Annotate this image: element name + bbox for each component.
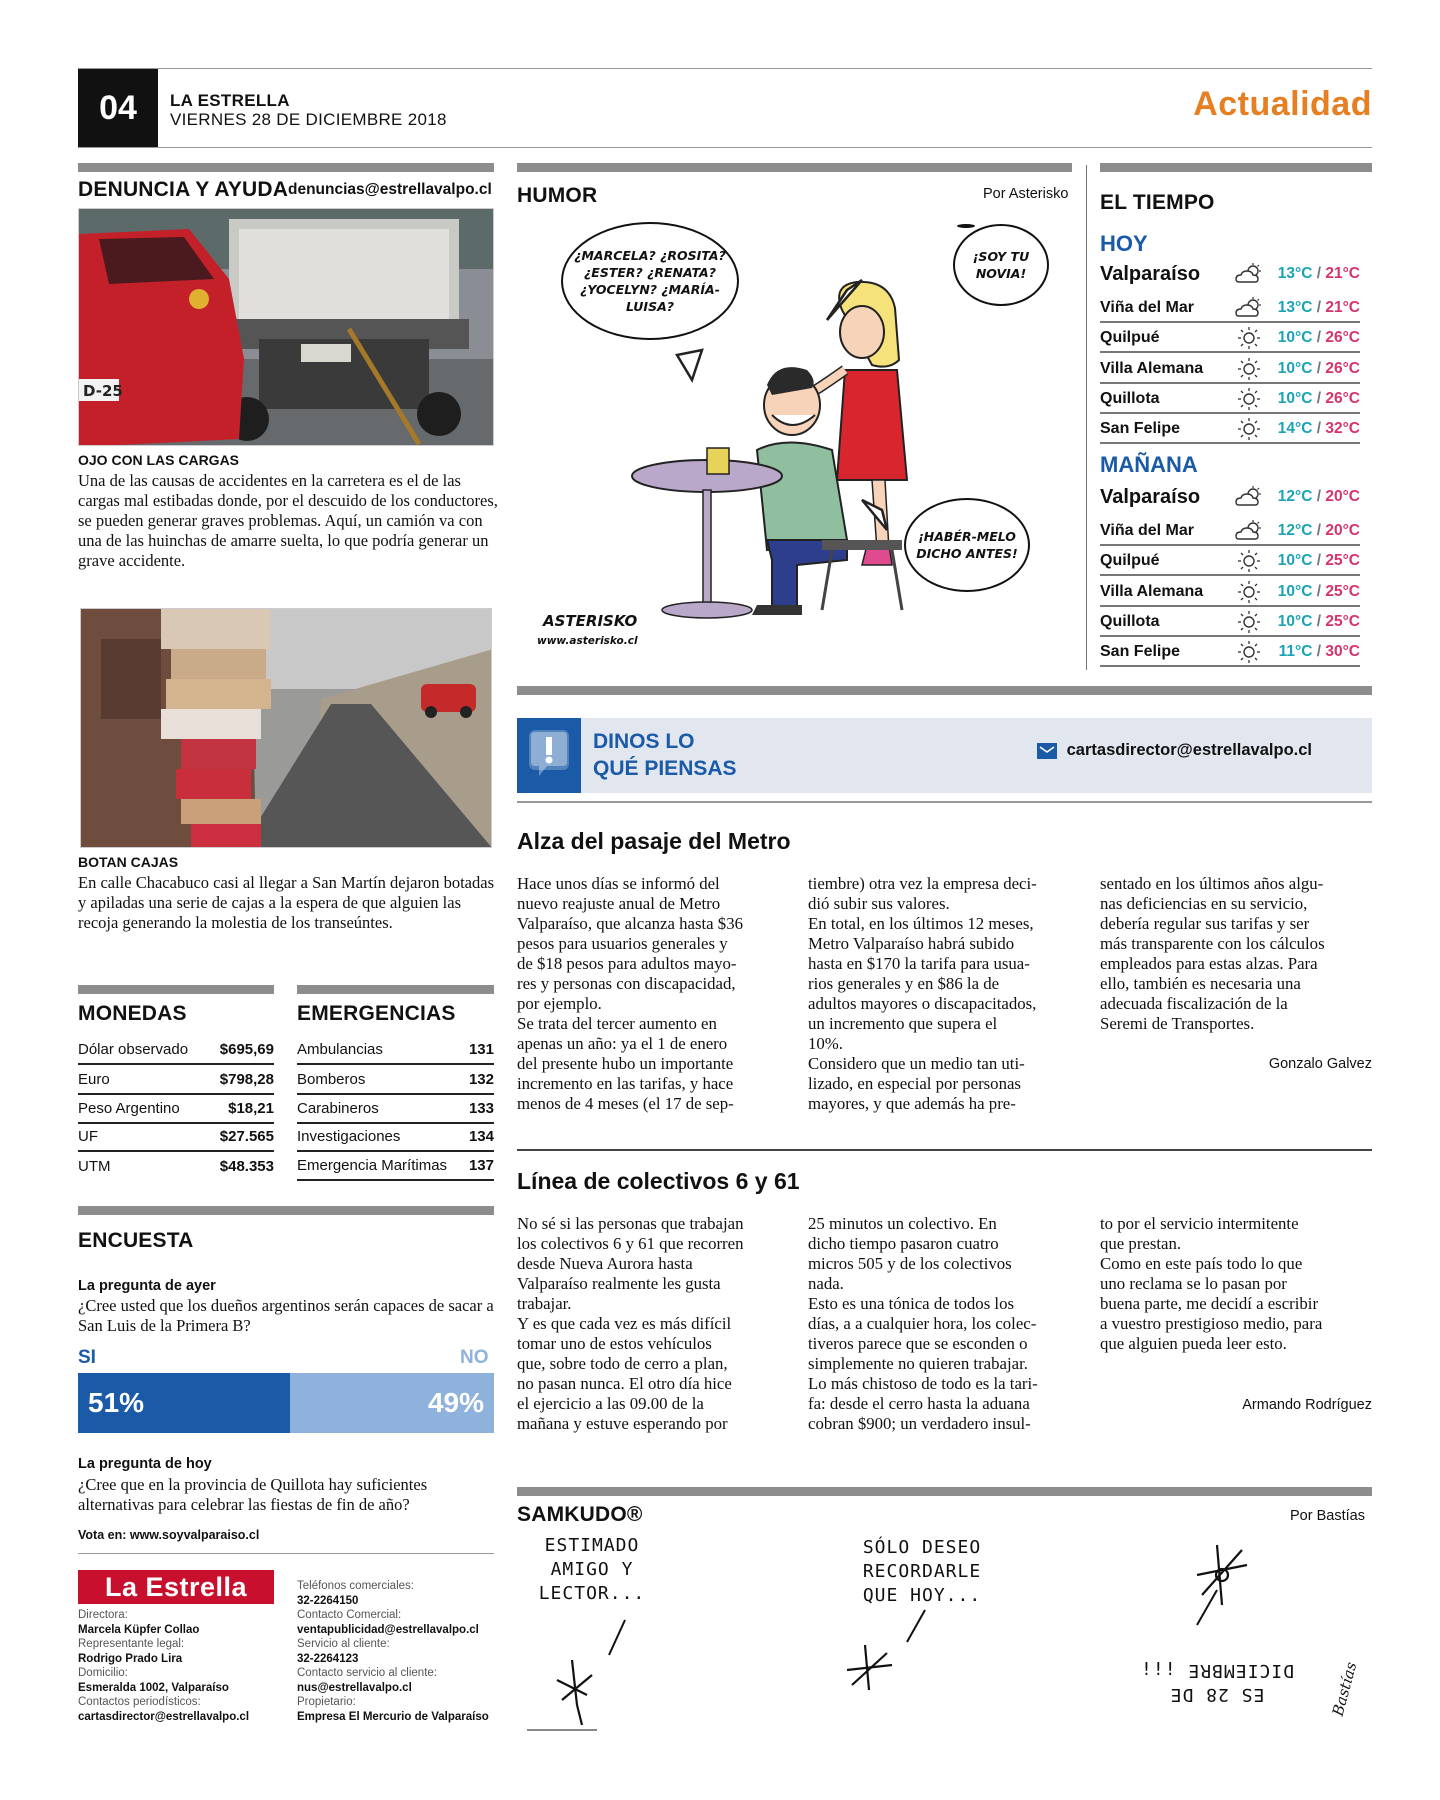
dinos-email[interactable]: cartasdirector@estrellavalpo.cl bbox=[1037, 741, 1312, 760]
boxes-photo bbox=[80, 608, 492, 848]
temp-low: 13°C bbox=[1277, 265, 1313, 282]
table-row: Dólar observado $695,69 bbox=[78, 1036, 274, 1065]
samkudo-bar bbox=[517, 1487, 1372, 1496]
weather-city: Quilpué bbox=[1100, 551, 1160, 569]
panel1-text: ESTIMADO AMIGO Y LECTOR... bbox=[538, 1535, 646, 1604]
temp-high: 25°C bbox=[1325, 612, 1360, 630]
tiempo-divider bbox=[1086, 165, 1087, 670]
panel3-text: ES 28 DE DICIEMBRE ¡¡¡ bbox=[1140, 1660, 1294, 1705]
estrella-logo: La Estrella bbox=[78, 1570, 274, 1604]
sun-icon bbox=[1233, 417, 1265, 441]
letter1-author: Gonzalo Galvez bbox=[1268, 1056, 1372, 1072]
masthead-rule bbox=[78, 1553, 494, 1554]
asterisko-site: www.asterisko.cl bbox=[537, 635, 638, 647]
table-row: Peso Argentino $18,21 bbox=[78, 1095, 274, 1124]
sun-icon bbox=[1233, 610, 1265, 634]
weather-temps: 12°C / 20°C bbox=[1277, 521, 1360, 539]
samkudo-byline: Por Bastías bbox=[1290, 1508, 1365, 1524]
bastias-signature: Bastías bbox=[1328, 1660, 1361, 1718]
temp-high: 32°C bbox=[1325, 419, 1360, 437]
weather-row bbox=[1100, 294, 1360, 323]
poll-yesterday-label: La pregunta de ayer bbox=[78, 1278, 216, 1294]
temp-high: 30°C bbox=[1325, 642, 1360, 660]
temp-low: 10°C bbox=[1277, 359, 1313, 377]
weather-city: San Felipe bbox=[1100, 419, 1181, 437]
monedas-title: MONEDAS bbox=[78, 1002, 187, 1025]
letter1-rule bbox=[517, 801, 1372, 803]
weather-city: San Felipe bbox=[1100, 642, 1181, 660]
encuesta-title: ENCUESTA bbox=[78, 1229, 194, 1252]
weather-city: Villa Alemana bbox=[1100, 359, 1204, 377]
humor-cartoon bbox=[517, 210, 1072, 670]
section-title: Actualidad bbox=[1193, 85, 1372, 123]
table-row: UTM $48.353 bbox=[78, 1158, 274, 1175]
speech-bubble-1: ¿MARCELA? ¿ROSITA? ¿ESTER? ¿RENATA? ¿YOCELYN? ¿MARÍA-LUISA? bbox=[561, 222, 739, 340]
masthead-right: Teléfonos comerciales: 32-2264150 Contacto Comercial: ventapublicidad@estrellavalpo.cl Servicio al cliente: 32-2264123 Contacto servicio al cliente: nus@estrellavalpo.cl Propietario: Empresa El Mercurio de Valparaíso bbox=[297, 1580, 489, 1723]
monedas-bar bbox=[78, 985, 274, 994]
weather-city: Quilpué bbox=[1100, 328, 1160, 346]
letter2-author: Armando Rodríguez bbox=[1242, 1397, 1372, 1413]
partly-cloudy-icon bbox=[1233, 486, 1265, 508]
temp-low: 14°C bbox=[1277, 419, 1313, 437]
panel2-text: SÓLO DESEO RECORDARLE QUE HOY... bbox=[862, 1537, 982, 1606]
weather-temps: 10°C / 25°C bbox=[1277, 612, 1360, 630]
dinos-title: DINOS LO QUÉ PIENSAS bbox=[593, 730, 737, 780]
temp-high: 26°C bbox=[1325, 328, 1360, 346]
weather-row bbox=[1100, 608, 1360, 637]
samkudo-title: SAMKUDO® bbox=[517, 1503, 643, 1526]
publication-date: VIERNES 28 DE DICIEMBRE 2018 bbox=[170, 110, 447, 129]
weather-row bbox=[1100, 638, 1360, 667]
temp-high: 25°C bbox=[1325, 551, 1360, 569]
temp-high: 20°C bbox=[1325, 488, 1360, 505]
poll-today-label: La pregunta de hoy bbox=[78, 1456, 212, 1472]
letter1-col3: sentado en los últimos años algu- nas deficiencias en su servicio, debería regular sus tarifas y ser más transparente con los cálculos empleados para estas alzas. Para ello, también es necesaria una adecuada fiscalización de la Seremi de Transportes. bbox=[1100, 874, 1325, 1033]
temp-low: 10°C bbox=[1277, 612, 1313, 630]
page-number: 04 bbox=[78, 69, 158, 147]
humor-bar bbox=[517, 163, 1072, 172]
humor-byline: Por Asterisko bbox=[983, 186, 1069, 202]
weather-row bbox=[1100, 324, 1360, 353]
sun-icon bbox=[1233, 326, 1265, 350]
poll-result-bar bbox=[78, 1373, 494, 1433]
weather-temps: 10°C / 25°C bbox=[1277, 551, 1360, 569]
emergencias-bar bbox=[297, 985, 494, 994]
table-row: Carabineros 133 bbox=[297, 1095, 494, 1124]
weather-temps: 13°C / 21°C bbox=[1277, 265, 1360, 282]
temp-low: 10°C bbox=[1277, 328, 1313, 346]
weather-city: Valparaíso bbox=[1100, 262, 1201, 285]
poll-yesterday-question: ¿Cree usted que los dueños argentinos serán capaces de sacar a San Luis de la Primera B? bbox=[78, 1296, 494, 1335]
weather-temps: 10°C / 26°C bbox=[1277, 328, 1360, 346]
temp-low: 12°C bbox=[1277, 488, 1313, 505]
weather-temps: 10°C / 26°C bbox=[1277, 389, 1360, 407]
weather-row bbox=[1100, 355, 1360, 384]
caption2-title: BOTAN CAJAS bbox=[78, 854, 179, 870]
tiempo-bar bbox=[1100, 163, 1372, 172]
samkudo-strip bbox=[517, 1530, 1372, 1740]
vote-link[interactable]: Vota en: www.soyvalparaiso.cl bbox=[78, 1528, 260, 1542]
weather-city: Viña del Mar bbox=[1100, 521, 1194, 539]
letter2-col2: 25 minutos un colectivo. En dicho tiempo pasaron cuatro micros 505 y de los colectivos nada. Esto es una tónica de todos los días, a a cualquier hora, los colec- tiveros parece que se esconden o simplemente no quieren trabajar. Lo más chistoso de todo es la tari- fa: desde el cerro hasta la aduana cobran $900; un verdadero insul- bbox=[808, 1214, 1038, 1433]
table-row: Emergencia Marítimas 137 bbox=[297, 1152, 494, 1181]
weather-city: Quillota bbox=[1100, 612, 1160, 630]
temp-low: 13°C bbox=[1277, 298, 1313, 316]
speech-bubble-3: ¡HABÉR-MELO DICHO ANTES! bbox=[904, 498, 1030, 592]
tiempo-manana-label: MAÑANA bbox=[1100, 452, 1198, 477]
weather-city: Valparaíso bbox=[1100, 485, 1201, 508]
poll-no-label: NO bbox=[460, 1347, 489, 1368]
table-row: Euro $798,28 bbox=[78, 1066, 274, 1095]
temp-high: 26°C bbox=[1325, 389, 1360, 407]
temp-low: 11°C bbox=[1278, 642, 1313, 660]
temp-high: 25°C bbox=[1325, 582, 1360, 600]
weather-row bbox=[1100, 547, 1360, 576]
asterisko-signature: ASTERISKO bbox=[543, 612, 638, 630]
poll-no-segment: 49% bbox=[290, 1373, 494, 1433]
poll-si-segment: 51% bbox=[78, 1373, 290, 1433]
license-plate: D-25 bbox=[83, 382, 123, 400]
sun-icon bbox=[1233, 387, 1265, 411]
weather-temps: 14°C / 32°C bbox=[1277, 419, 1360, 437]
temp-high: 21°C bbox=[1325, 298, 1360, 316]
letter2-col1: No sé si las personas que trabajan los colectivos 6 y 61 que recorren desde Nueva Aurora hasta Valparaíso realmente les gusta trabajar. Y es que cada vez es más difícil tomar uno de estos vehículos que, sobre todo de cerro a plan, no pasan nunca. El otro día hice el ejercicio a las 09.00 de la mañana y estuve esperando por bbox=[517, 1214, 744, 1433]
truck-photo bbox=[78, 208, 494, 446]
letter1-title: Alza del pasaje del Metro bbox=[517, 828, 791, 854]
weather-row bbox=[1100, 578, 1360, 607]
letter2-col3: to por el servicio intermitente que prestan. Como en este país todo lo que uno reclama se lo pasan por buena parte, me decidí a escribir a vuestro prestigioso medio, para que alguien pueda leer esto. bbox=[1100, 1214, 1323, 1353]
weather-temps: 11°C / 30°C bbox=[1278, 642, 1360, 660]
mail-icon bbox=[1037, 743, 1057, 759]
letter2-rule bbox=[517, 1149, 1372, 1151]
weather-row bbox=[1100, 517, 1360, 546]
table-row: Bomberos 132 bbox=[297, 1066, 494, 1095]
weather-city: Viña del Mar bbox=[1100, 298, 1194, 316]
speech-exclamation-icon bbox=[517, 718, 581, 793]
letter2-title: Línea de colectivos 6 y 61 bbox=[517, 1168, 800, 1194]
dinos-banner bbox=[517, 718, 1372, 793]
speech-bubble-2: ¡SOY TU NOVIA! bbox=[953, 224, 1049, 306]
caption2-text: En calle Chacabuco casi al llegar a San Martín dejaron botadas y apiladas una serie de cajas a la espera de que alguien las recoja generando la molestia de los transeúntes. bbox=[78, 873, 494, 932]
masthead-left: Directora: Marcela Küpfer Collao Representante legal: Rodrigo Prado Lira Domicilio: Esmeralda 1002, Valparaíso Contactos periodísticos: cartasdirector@estrellavalpo.cl bbox=[78, 1609, 250, 1723]
header-top-rule bbox=[78, 68, 1372, 69]
temp-high: 21°C bbox=[1325, 265, 1360, 282]
poll-si-label: SI bbox=[78, 1347, 96, 1368]
denuncia-email[interactable]: denuncias@estrellavalpo.cl bbox=[288, 181, 492, 198]
poll-today-question: ¿Cree que en la provincia de Quillota hay suficientes alternativas para celebrar las fiestas de fin de año? bbox=[78, 1475, 428, 1514]
emergencias-title: EMERGENCIAS bbox=[297, 1002, 456, 1025]
weather-row bbox=[1100, 481, 1360, 513]
denuncia-bar bbox=[78, 163, 494, 172]
weather-row bbox=[1100, 258, 1360, 290]
weather-row bbox=[1100, 385, 1360, 414]
partly-cloudy-icon bbox=[1233, 297, 1265, 319]
weather-row bbox=[1100, 415, 1360, 444]
spacer bbox=[957, 224, 975, 228]
weather-temps: 10°C / 25°C bbox=[1277, 582, 1360, 600]
table-row: Investigaciones 134 bbox=[297, 1123, 494, 1152]
letter1-col2: tiembre) otra vez la empresa deci- dió subir sus valores. En total, en los últimos 12 meses, Metro Valparaíso habrá subido hasta en $170 la tarifa para usua- rios generales y en $86 la de adultos mayores o discapacitados, un incremento que supera el 10%. Considero que un medio tan uti- lizado, en especial por personas mayores, y que además ha pre- bbox=[808, 874, 1037, 1113]
temp-low: 10°C bbox=[1277, 551, 1313, 569]
humor-title: HUMOR bbox=[517, 184, 598, 207]
letter1-col1: Hace unos días se informó del nuevo reajuste anual de Metro Valparaíso, que alcanza hasta $36 pesos para usuarios generales y de $18 pesos para adultos mayo- res y personas con discapacidad, por ejemplo. Se trata del tercer aumento en apenas un año: ya el 1 de enero del presente hubo un importante incremento en las tarifas, y hace menos de 4 meses (el 17 de sep- bbox=[517, 874, 743, 1113]
header-bottom-rule bbox=[78, 147, 1372, 148]
weather-temps: 12°C / 20°C bbox=[1277, 488, 1360, 505]
temp-low: 12°C bbox=[1277, 521, 1313, 539]
caption1-title: OJO CON LAS CARGAS bbox=[78, 452, 240, 468]
sun-icon bbox=[1233, 580, 1265, 604]
opinion-bar bbox=[517, 686, 1372, 695]
publication-name: LA ESTRELLA bbox=[170, 91, 290, 110]
table-row: Ambulancias 131 bbox=[297, 1036, 494, 1065]
weather-temps: 13°C / 21°C bbox=[1277, 298, 1360, 316]
table-row: UF $27.565 bbox=[78, 1123, 274, 1152]
tiempo-title: EL TIEMPO bbox=[1100, 191, 1215, 214]
denuncia-title: DENUNCIA Y AYUDA bbox=[78, 178, 289, 201]
temp-low: 10°C bbox=[1277, 389, 1313, 407]
partly-cloudy-icon bbox=[1233, 263, 1265, 285]
weather-city: Quillota bbox=[1100, 389, 1160, 407]
caption1-text: Una de las causas de accidentes en la carretera es el de las cargas mal estibadas donde, por el descuido de los conductores, se pueden generar graves problemas. Aquí, un camión va con una de las huinchas de amarre suelta, lo que podría generar un grave accidente. bbox=[78, 471, 498, 570]
temp-high: 26°C bbox=[1325, 359, 1360, 377]
weather-city: Villa Alemana bbox=[1100, 582, 1204, 600]
sun-icon bbox=[1233, 357, 1265, 381]
temp-high: 20°C bbox=[1325, 521, 1360, 539]
tiempo-hoy-label: HOY bbox=[1100, 231, 1148, 256]
encuesta-bar bbox=[78, 1206, 494, 1215]
temp-low: 10°C bbox=[1277, 582, 1313, 600]
weather-temps: 10°C / 26°C bbox=[1277, 359, 1360, 377]
sun-icon bbox=[1233, 549, 1265, 573]
partly-cloudy-icon bbox=[1233, 520, 1265, 542]
sun-icon bbox=[1233, 640, 1265, 664]
